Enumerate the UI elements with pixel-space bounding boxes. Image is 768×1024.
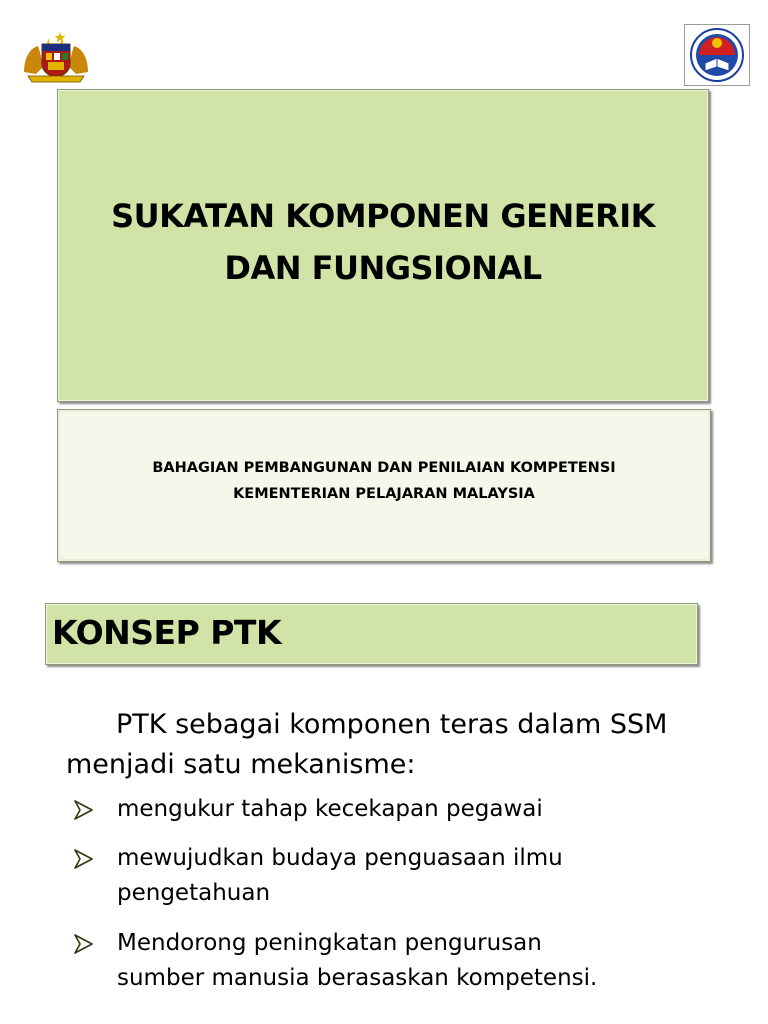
subtitle-panel xyxy=(57,409,711,562)
section-heading-panel xyxy=(45,603,698,665)
slide-title xyxy=(73,190,693,294)
slide-title-text: SUKATAN KOMPONEN GENERIK DAN FUNGSIONAL xyxy=(111,196,655,287)
arrow-bullet-icon xyxy=(74,797,94,819)
section-heading: KONSEP PTK xyxy=(52,613,282,652)
list-item xyxy=(74,792,734,827)
subtitle xyxy=(152,455,615,507)
arrow-bullet-icon xyxy=(74,931,94,953)
list-item xyxy=(74,926,634,996)
subtitle-line-2: KEMENTERIAN PELAJARAN MALAYSIA xyxy=(233,485,535,502)
subtitle-line-1: BAHAGIAN PEMBANGUNAN DAN PENILAIAN KOMPETENSI xyxy=(152,459,616,476)
list-item-text: Mendorong peningkatan pengurusan sumber manusia berasaskan kompetensi. xyxy=(117,930,598,991)
intro-paragraph: PTK sebagai komponen teras dalam SSM menjadi satu mekanisme: xyxy=(66,709,668,780)
list-item xyxy=(74,841,634,911)
list-item-text: mengukur tahap kecekapan pegawai xyxy=(117,796,543,822)
ministry-logo-icon xyxy=(684,24,750,86)
arrow-bullet-icon xyxy=(74,846,94,868)
coat-of-arms-icon xyxy=(20,28,92,84)
title-panel xyxy=(57,89,709,402)
list-item-text: mewujudkan budaya penguasaan ilmu pengetahuan xyxy=(117,845,563,906)
